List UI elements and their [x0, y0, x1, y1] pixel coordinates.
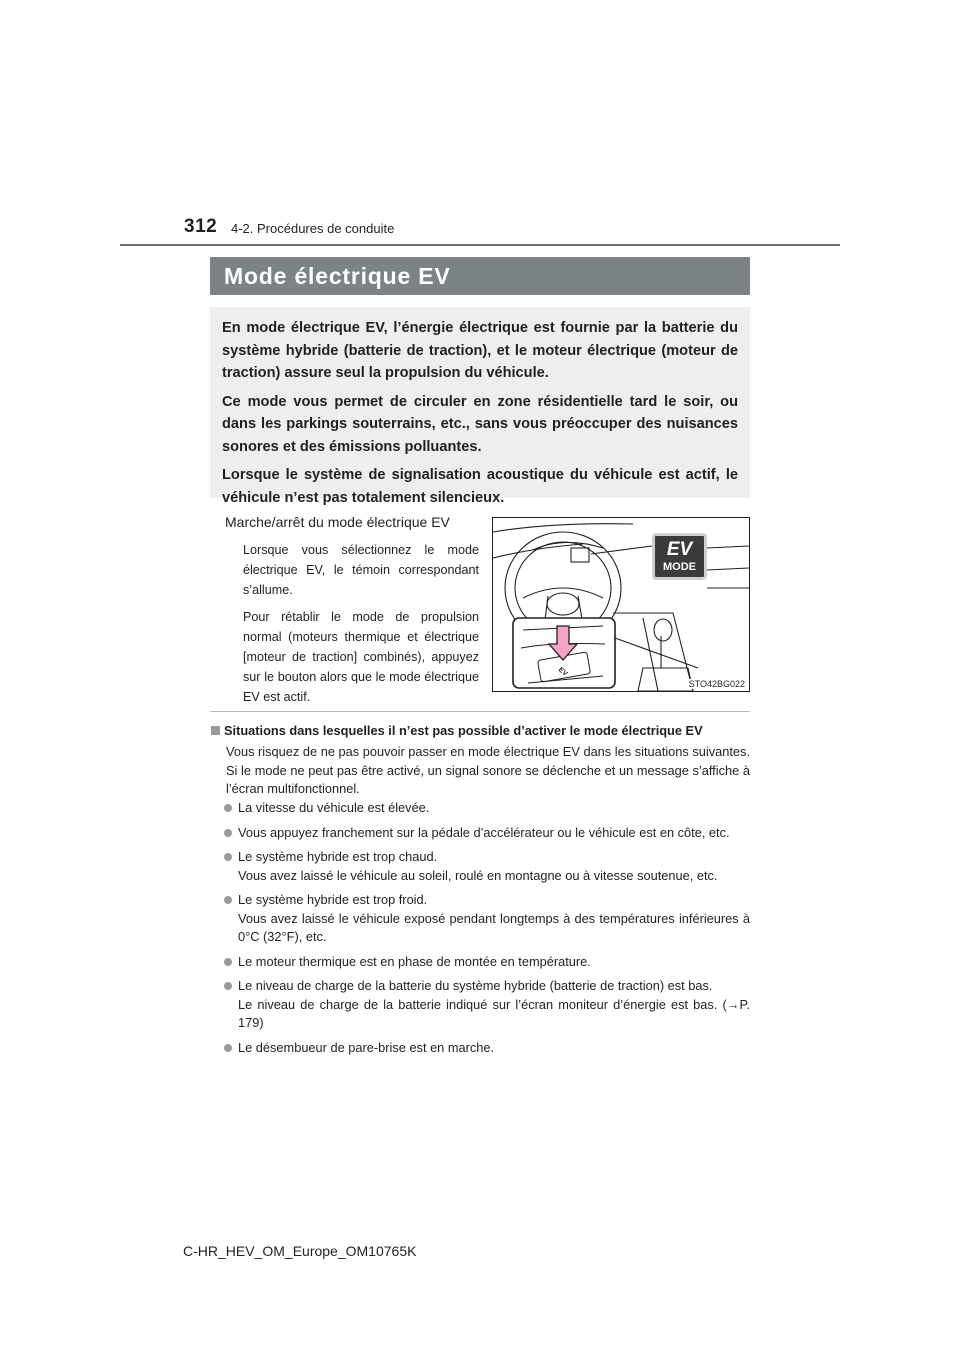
list-item-text: [238, 953, 750, 972]
bullet-dot-icon: [224, 1044, 232, 1052]
list-item-text: [238, 799, 750, 818]
intro-box: [210, 307, 750, 506]
situations-title-text: Situations dans lesquelles il n’est pas possible d’activer le mode électrique EV: [224, 723, 703, 738]
list-item-text: [238, 977, 750, 1033]
ev-badge-label: EV: [666, 539, 693, 560]
list-item-line: Le moteur thermique est en phase de montée en température.: [238, 953, 591, 969]
bullet-dot-icon: [224, 804, 232, 812]
bullet-dot-icon: [224, 982, 232, 990]
list-item-line: Vous avez laissé le véhicule au soleil, roulé en montagne ou à vitesse soutenue, etc.: [238, 867, 718, 883]
situations-list: [224, 799, 750, 1063]
list-item-line: Le système hybride est trop chaud.: [238, 849, 438, 864]
situations-intro: Vous risquez de ne pas pouvoir passer en mode électrique EV dans les situations suivantes. Si le mode ne peut pas être activé, un signal sonore se déclenche et un message s’affiche à l’écran multifonctionnel.: [226, 744, 750, 796]
dashboard-drawing: [493, 518, 749, 691]
header-rule: [120, 244, 840, 246]
bullet-dot-icon: [224, 853, 232, 861]
list-item-text: [238, 1039, 750, 1058]
footer-code: C-HR_HEV_OM_Europe_OM10765K: [183, 1243, 417, 1259]
list-item-text: [238, 891, 750, 947]
list-item-text: [238, 824, 750, 843]
intro-paragraph: Lorsque le système de signalisation acoustique du véhicule est actif, le véhicule n’est pas totalement silencieux.: [222, 467, 738, 506]
intro-paragraph: En mode électrique EV, l’énergie électrique est fournie par la batterie du système hybride (batterie de traction), et le moteur électrique (moteur de traction) assure seul la propulsion du véhicule.: [222, 320, 738, 381]
switch-description: [243, 540, 479, 714]
section-divider: [210, 711, 750, 712]
list-item: [224, 891, 750, 947]
list-item: [224, 824, 750, 843]
list-item-line: Le niveau de charge de la batterie du système hybride (batterie de traction) est bas.: [238, 978, 713, 993]
intro-paragraph: Ce mode vous permet de circuler en zone résidentielle tard le soir, ou dans les parkings souterrains, etc., sans vous préoccuper des nuisances sonores et des émissions polluantes.: [222, 393, 738, 455]
list-item: [224, 848, 750, 885]
illustration-code: STO42BG022: [688, 679, 745, 689]
list-item: [224, 953, 750, 972]
list-item-line: Vous appuyez franchement sur la pédale d’accélérateur ou le véhicule est en côte, etc.: [238, 824, 730, 840]
square-bullet-icon: [211, 726, 220, 735]
switch-paragraph: Pour rétablir le mode de propulsion normal (moteurs thermique et électrique [moteur de traction] combinés), appuyez sur le bouton alors que le mode électrique EV est actif.: [243, 610, 479, 704]
bullet-dot-icon: [224, 958, 232, 966]
list-item-line: Le système hybride est trop froid.: [238, 892, 428, 907]
list-item: [224, 977, 750, 1033]
section-label: 4-2. Procédures de conduite: [231, 221, 395, 236]
ev-mode-illustration: [492, 517, 750, 692]
bullet-dot-icon: [224, 896, 232, 904]
list-item-line: La vitesse du véhicule est élevée.: [238, 800, 430, 815]
ev-button-label: EV: [556, 666, 569, 678]
ev-mode-indicator: [652, 533, 707, 580]
switch-heading: Marche/arrêt du mode électrique EV: [225, 514, 450, 530]
page-number: 312: [184, 216, 218, 237]
list-item-text: [238, 848, 750, 885]
mode-badge-label: MODE: [663, 561, 696, 573]
list-item-line: Le désembueur de pare-brise est en marche.: [238, 1039, 495, 1055]
list-item-line: Vous avez laissé le véhicule exposé pendant longtemps à des températures inférieures à 0°C (32°F), etc.: [238, 910, 750, 944]
list-item: [224, 799, 750, 818]
list-item: [224, 1039, 750, 1058]
page-title: Mode électrique EV: [210, 257, 750, 295]
switch-paragraph: Lorsque vous sélectionnez le mode électrique EV, le témoin correspondant s’allume.: [243, 543, 479, 597]
list-item-line: Le niveau de charge de la batterie indiqué sur l’écran moniteur d’énergie est bas. (→P. 179): [238, 996, 750, 1030]
situations-heading: [211, 723, 703, 738]
bullet-dot-icon: [224, 829, 232, 837]
